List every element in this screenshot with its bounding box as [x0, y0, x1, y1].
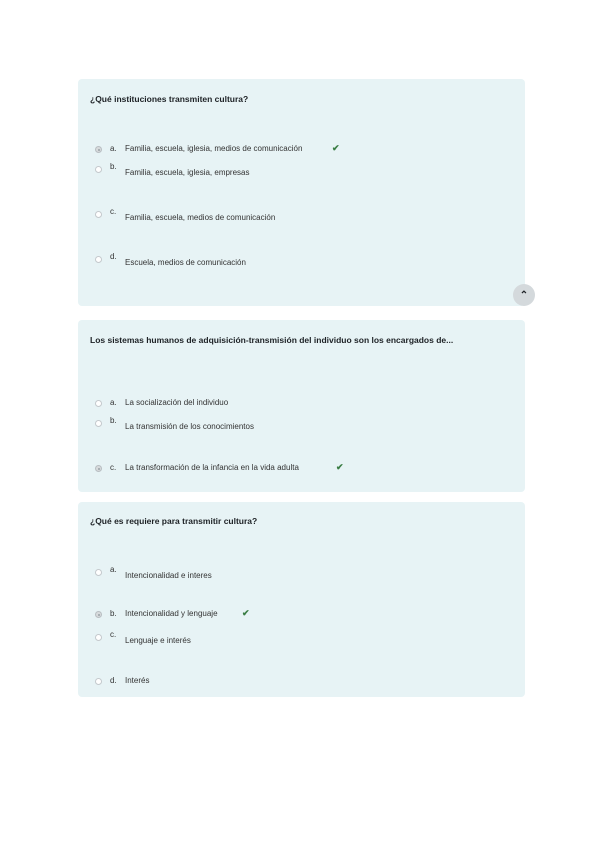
option-text: Interés	[125, 676, 150, 685]
answer-option-a[interactable]	[78, 143, 518, 160]
option-text: Familia, escuela, iglesia, medios de comunicación	[125, 144, 303, 153]
option-letter: c.	[110, 463, 117, 472]
option-letter: d.	[110, 676, 117, 685]
option-letter: b.	[110, 162, 117, 171]
option-text: Escuela, medios de comunicación	[125, 258, 246, 267]
option-text: Intencionalidad e interes	[125, 571, 212, 580]
chevron-up-icon: ⌃	[519, 289, 529, 301]
question-text: ¿Qué instituciones transmiten cultura?	[90, 94, 249, 104]
option-text: Intencionalidad y lenguaje	[125, 609, 218, 618]
answer-option-a[interactable]	[78, 565, 518, 583]
radio-button[interactable]	[95, 569, 102, 576]
answer-option-d[interactable]	[78, 678, 518, 692]
check-icon: ✔	[332, 143, 340, 153]
radio-button[interactable]	[95, 166, 102, 173]
answer-option-b[interactable]	[78, 162, 518, 180]
question-text: Los sistemas humanos de adquisición-transmisión del individuo son los encargados de...	[90, 335, 454, 345]
radio-button[interactable]	[95, 611, 102, 618]
option-text: Familia, escuela, medios de comunicación	[125, 213, 276, 222]
radio-button[interactable]	[95, 420, 102, 427]
option-letter: c.	[110, 207, 117, 216]
answer-option-b[interactable]	[78, 416, 518, 434]
radio-button[interactable]	[95, 634, 102, 641]
answer-option-c[interactable]	[78, 207, 518, 225]
option-text: La transmisión de los conocimientos	[125, 422, 254, 431]
option-text: La transformación de la infancia en la vida adulta	[125, 463, 299, 472]
question-text: ¿Qué es requiere para transmitir cultura?	[90, 516, 258, 526]
option-letter: c.	[110, 630, 117, 639]
answer-option-c[interactable]	[78, 462, 518, 479]
question-card-1	[78, 79, 525, 306]
option-letter: a.	[110, 398, 117, 407]
option-letter: a.	[110, 144, 117, 153]
option-letter: d.	[110, 252, 117, 261]
question-card-2	[78, 320, 525, 492]
radio-button[interactable]	[95, 146, 102, 153]
answer-option-d[interactable]	[78, 252, 518, 270]
radio-button[interactable]	[95, 400, 102, 407]
option-text: La socialización del individuo	[125, 398, 229, 407]
option-text: Familia, escuela, iglesia, empresas	[125, 168, 250, 177]
radio-button[interactable]	[95, 678, 102, 685]
option-text: Lenguaje e interés	[125, 636, 191, 645]
option-letter: a.	[110, 565, 117, 574]
answer-option-a[interactable]	[78, 400, 518, 414]
check-icon: ✔	[336, 462, 344, 472]
radio-button[interactable]	[95, 211, 102, 218]
radio-button[interactable]	[95, 465, 102, 472]
check-icon: ✔	[242, 608, 250, 618]
question-card-3	[78, 502, 525, 697]
answer-option-c[interactable]	[78, 630, 518, 648]
radio-button[interactable]	[95, 256, 102, 263]
option-letter: b.	[110, 609, 117, 618]
option-letter: b.	[110, 416, 117, 425]
answer-option-b[interactable]	[78, 608, 518, 625]
collapse-button[interactable]	[513, 284, 535, 306]
